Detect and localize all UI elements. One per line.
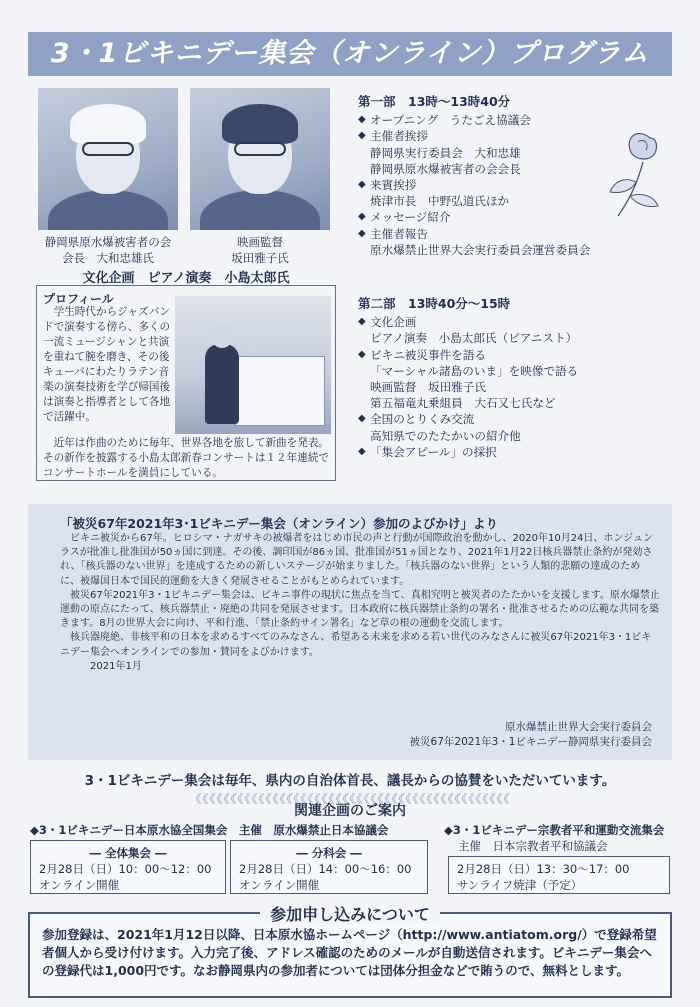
signature-line: 被災67年2021年3・1ビキニデー静岡県実行委員会 — [409, 736, 652, 748]
related-title: 関連企画のご案内 — [294, 803, 406, 819]
piano-photo — [175, 296, 331, 434]
rose-icon — [598, 120, 678, 220]
program-detail: 映画監督 坂田雅子氏 — [370, 380, 486, 395]
photo-caption-sakata — [180, 234, 340, 266]
related-right-organizer: 主催 日本宗教者平和協議会 — [458, 839, 608, 853]
program-item: ◆ 来賓挨拶 — [358, 177, 608, 193]
program-item: ◆ 「集会アピール」の採択 — [358, 444, 658, 460]
program-detail: 原水爆禁止世界大会実行委員会運営委員会 — [370, 242, 591, 257]
caption-line: 坂田雅子氏 — [231, 251, 289, 265]
photo-sakata — [190, 88, 330, 230]
call-date: 2021年1月 — [90, 660, 142, 672]
session-date: 2月28日（日）14：00～16：00 — [239, 862, 412, 876]
call-signature — [410, 720, 652, 750]
call-title: 「被災67年2021年3･1ビキニデー集会（オンライン）参加のよびかけ」より — [60, 516, 498, 531]
part1-heading: 第一部 13時～13時40分 — [358, 94, 511, 109]
profile-label: プロフィール — [43, 292, 114, 306]
program-item: ◆ 主催者挨拶 — [358, 128, 608, 144]
program-detail: 焼津市長 中野弘道氏ほか — [370, 194, 510, 209]
session-heading: ― 分科会 ― — [296, 846, 362, 860]
photo-caption-owada — [28, 234, 188, 266]
call-paragraph-3: 核兵器廃絶、非核平和の日本を求めるすべてのみなさん、希望ある未来を求める若い世代のみなさんに被災67年2021年3・1ビキニデー集会へオンラインでの参加・賛同をよびかけます。 — [60, 632, 652, 658]
program-item: ◆ ビキニ被災事件を語る — [358, 347, 658, 363]
program-part2 — [358, 296, 658, 460]
page-title: 3・1ビキニデー集会（オンライン）プログラム — [28, 32, 672, 76]
related-left-heading: ◆3・1ビキニデー日本原水協全国集会 主催 原水爆禁止日本協議会 — [30, 823, 389, 837]
religious-venue: サンライフ焼津（予定） — [457, 878, 583, 892]
session-venue: オンライン開催 — [239, 878, 320, 892]
program-part1 — [358, 94, 608, 258]
plenary-date: 2月28日（日）10：00～12：00 — [39, 862, 212, 876]
caption-line: 会長 大和忠雄氏 — [62, 251, 154, 265]
call-body — [60, 532, 660, 674]
program-detail: ピアノ演奏 小島太郎氏（ピアニスト） — [370, 331, 578, 346]
plenary-box — [30, 840, 226, 894]
profile-box — [36, 285, 336, 481]
religious-date: 2月28日（日）13：30～17：00 — [457, 862, 630, 876]
program-item: ◆ 主催者報告 — [358, 226, 608, 242]
profile-text: 学生時代からジャズバンドで演奏する傍ら、多くの一流ミュージシャンと共演を重ねて腕を磨き、その後キューバにわたりラテン音楽の演奏技術を学び帰国後は演奏と指導者として各地で活躍中。 — [43, 306, 171, 423]
entry-text: 参加登録は、2021年1月12日以降、日本原水協ホームページ（http://www.antiatom.org/）で登録希望者個人から受け付けます。入力完了後、アドレス確認のためのメールが自動送信されます。ビキニデー集会への登録代は1,000円です。なお静岡県内の参加者については団体分担金などで賄うので、無料とします。 — [42, 927, 657, 978]
part2-heading: 第二部 13時40分～15時 — [358, 296, 511, 311]
culture-heading: 文化企画 ピアノ演奏 小島太郎氏 — [82, 271, 290, 286]
sponsor-note: 3・1ビキニデー集会は毎年、県内の自治体首長、議長からの協賛をいただいています。 — [84, 773, 616, 789]
call-box — [28, 504, 672, 760]
photo-owada — [38, 88, 178, 230]
chevron-divider: 《《《《《《《《《《《《《《《《《《《《《《《《《《《《《《《《《《《《《《《《《《《《《 — [189, 792, 511, 804]
program-item: ◆ オープニング うたごえ協議会 — [358, 112, 608, 128]
entry-title — [0, 902, 700, 925]
program-detail: 第五福竜丸乗組員 大石又七氏など — [370, 396, 556, 411]
plenary-heading: ― 全体集会 ― — [89, 846, 167, 860]
program-detail: 静岡県実行委員会 大和忠雄 — [370, 145, 521, 160]
related-right-heading: ◆3・1ビキニデー宗教者平和運動交流集会 — [444, 823, 665, 837]
program-item: ◆ 文化企画 — [358, 314, 658, 330]
caption-line: 静岡県原水爆被害者の会 — [44, 235, 172, 249]
caption-line: 映画監督 — [237, 235, 283, 249]
program-item: ◆ メッセージ紹介 — [358, 209, 608, 225]
program-detail: 「マーシャル諸島のいま」を映像で語る — [370, 363, 579, 378]
plenary-venue: オンライン開催 — [39, 878, 120, 892]
program-item: ◆ 全国のとりくみ交流 — [358, 411, 658, 427]
entry-title-text: 参加申し込みについて — [260, 905, 440, 924]
religious-box — [448, 856, 670, 894]
profile-text-2: 近年は作曲のために毎年、世界各地を旅して新曲を発表。その新作を披露する小島太郎新春コンサートは１２年連続でコンサートホールを満員にしている。 — [43, 437, 330, 479]
program-detail: 静岡県原水爆被害者の会会長 — [370, 161, 521, 176]
session-box — [230, 840, 428, 894]
call-paragraph-2: 被災67年2021年3・1ビキニデー集会は、ビキニ事件の現状に焦点を当て、真相究明と被災者のたたかいを支援します。原水爆禁止運動の原点にたって、核兵器禁止・廃絶の共同を発展させます。日本政府に核兵器禁止条約の署名・批准させるための広範な共同を築きます。8月の世界大会に向け、平和行進、「禁止条約サイン署名」など草の根の運動を交流します。 — [60, 589, 660, 630]
call-paragraph-1: ビキニ被災から67年。ヒロシマ・ナガサキの被爆者をはじめ市民の声と行動が国際政治を動かし、2020年10月24日、ホンジュンラスが批准し批准国が50ヵ国に到達。その後、調印国が86ヵ国、批准国が51ヵ国となり、2021年1月22日核兵器禁止条約が発効され、「核兵器のない世界」を達成するための新しいステージが始まりました。「核兵器のない世界」という人類的悲願の達成のために、被爆国日本で国民的運動を大きく発展させることがもとめられています。 — [60, 533, 653, 587]
signature-line: 原水爆禁止世界大会実行委員会 — [505, 721, 652, 733]
program-detail: 高知県でのたたかいの紹介他 — [370, 428, 521, 443]
